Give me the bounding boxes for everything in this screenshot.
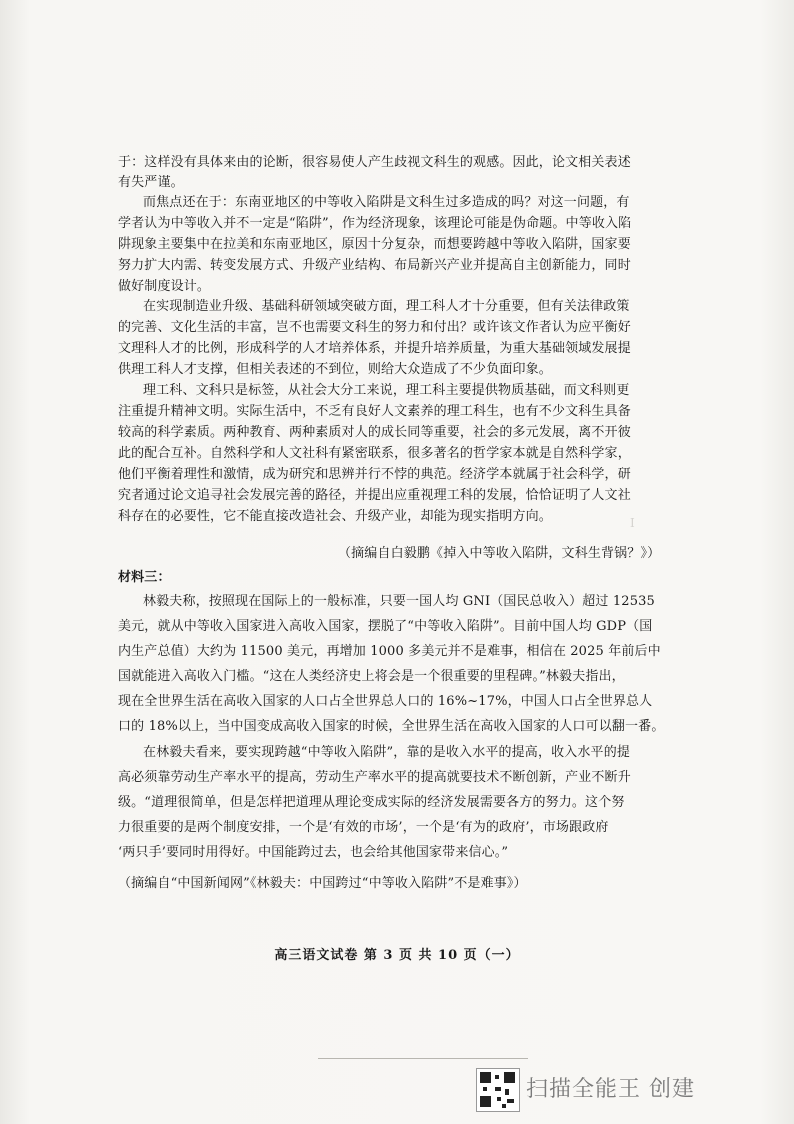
section-heading: 材料三：: [118, 570, 171, 585]
text-line: 于：这样没有具体来由的论断，很容易使人产生歧视文科生的观感。因此，论文相关表述: [118, 155, 631, 170]
text-line: 的完善、文化生活的丰富，岂不也需要文科生的努力和付出？或许该文作者认为应平衡好: [118, 320, 631, 335]
text-line: 内生产总值）大约为 11500 美元，再增加 1000 多美元并不是难事，相信在 2025 年前后中: [118, 644, 661, 659]
text-line: 国就能进入高收入门槛。“这在人类经济史上将会是一个很重要的里程碑。”林毅夫指出，: [118, 669, 625, 684]
source-citation: （摘编自白毅鹏《掉入中等收入陷阱，文科生背锅？》）: [338, 546, 661, 561]
text-line: 阱现象主要集中在拉美和东南亚地区，原因十分复杂，而想要跨越中等收入陷阱，国家要: [118, 237, 631, 252]
text-line: 而焦点还在于：东南亚地区的中等收入陷阱是文科生过多造成的吗？对这一问题，有: [143, 195, 630, 210]
text-line: 林毅夫称，按照现在国际上的一般标准，只要一国人均 GNI（国民总收入）超过 12535: [143, 594, 655, 609]
text-line: 较高的科学素质。两种教育、两种素质对人的成长同等重要，社会的多元发展，离不开彼: [118, 425, 631, 440]
text-line: 注重提升精神文明。实际生活中，不乏有良好人文素养的理工科生，也有不少文科生具备: [118, 404, 631, 419]
bleed-through-text: I: [630, 516, 635, 530]
text-line: 现在全世界生活在高收入国家的人口占全世界总人口的 16%~17%，中国人口占全世界总人: [118, 694, 653, 709]
source-citation: （摘编自“中国新闻网”《林毅夫：中国跨过“中等收入陷阱”不是难事》）: [118, 876, 527, 891]
text-line: 文理科人才的比例，形成科学的人才培养体系，并提升培养质量，为重大基础领域发展提: [118, 341, 631, 356]
text-line: 科存在的必要性，它不能直接改造社会、升级产业，却能为现实指明方向。: [118, 509, 552, 524]
text-line: 在林毅夫看来，要实现跨越“中等收入陷阱”，靠的是收入水平的提高，收入水平的提: [143, 745, 630, 760]
text-line: 供理工科人才支撑，但相关表述的不到位，则给大众造成了不少负面印象。: [118, 362, 552, 377]
text-line: 在实现制造业升级、基础科研领域突破方面，理工科人才十分重要，但有关法律政策: [143, 299, 630, 314]
text-line: 此的配合互补。自然科学和人文社科有紧密联系，很多著名的哲学家本就是自然科学家，: [118, 446, 631, 461]
text-line: 美元，就从中等收入国家进入高收入国家，摆脱了“中等收入陷阱”。目前中国人均 GDP（国: [118, 619, 653, 634]
text-line: 口的 18%以上，当中国变成高收入国家的时候，全世界生活在高收入国家的人口可以翻一番。: [118, 719, 665, 734]
text-line: 究者通过论文追寻社会发展完善的路径，并提出应重视理工科的发展，恰恰证明了人文社: [118, 488, 631, 503]
page-footer: 高三语文试卷 第 3 页 共 10 页（一）: [274, 948, 520, 963]
divider-line: [318, 1058, 528, 1059]
text-line: 他们平衡着理性和激情，成为研究和思辨并行不悖的典范。经济学本就属于社会科学，研: [118, 467, 631, 482]
text-line: 做好制度设计。: [118, 279, 211, 294]
text-line: 力很重要的是两个制度安排，一个是‘有效的市场’，一个是‘有为的政府’，市场跟政府: [118, 820, 609, 835]
text-line: 努力扩大内需、转变发展方式、升级产业结构、布局新兴产业并提高自主创新能力，同时: [118, 258, 631, 273]
text-line: 高必须靠劳动生产率水平的提高，劳动生产率水平的提高就要技术不断创新，产业不断升: [118, 770, 631, 785]
qr-code-icon: [476, 1068, 520, 1112]
text-line: 理工科、文科只是标签，从社会大分工来说，理工科主要提供物质基础，而文科则更: [143, 383, 630, 398]
text-line: ‘两只手’要同时用得好。中国能跨过去，也会给其他国家带来信心。”: [118, 845, 509, 860]
text-line: 有失严谨。: [118, 175, 184, 190]
scanner-watermark: 扫描全能王 创建: [526, 1077, 695, 1102]
text-line: 级。“道理很简单，但是怎样把道理从理论变成实际的经济发展需要各方的努力。这个努: [118, 795, 625, 810]
text-line: 学者认为中等收入并不一定是“陷阱”，作为经济现象，该理论可能是伪命题。中等收入陷: [118, 216, 632, 231]
